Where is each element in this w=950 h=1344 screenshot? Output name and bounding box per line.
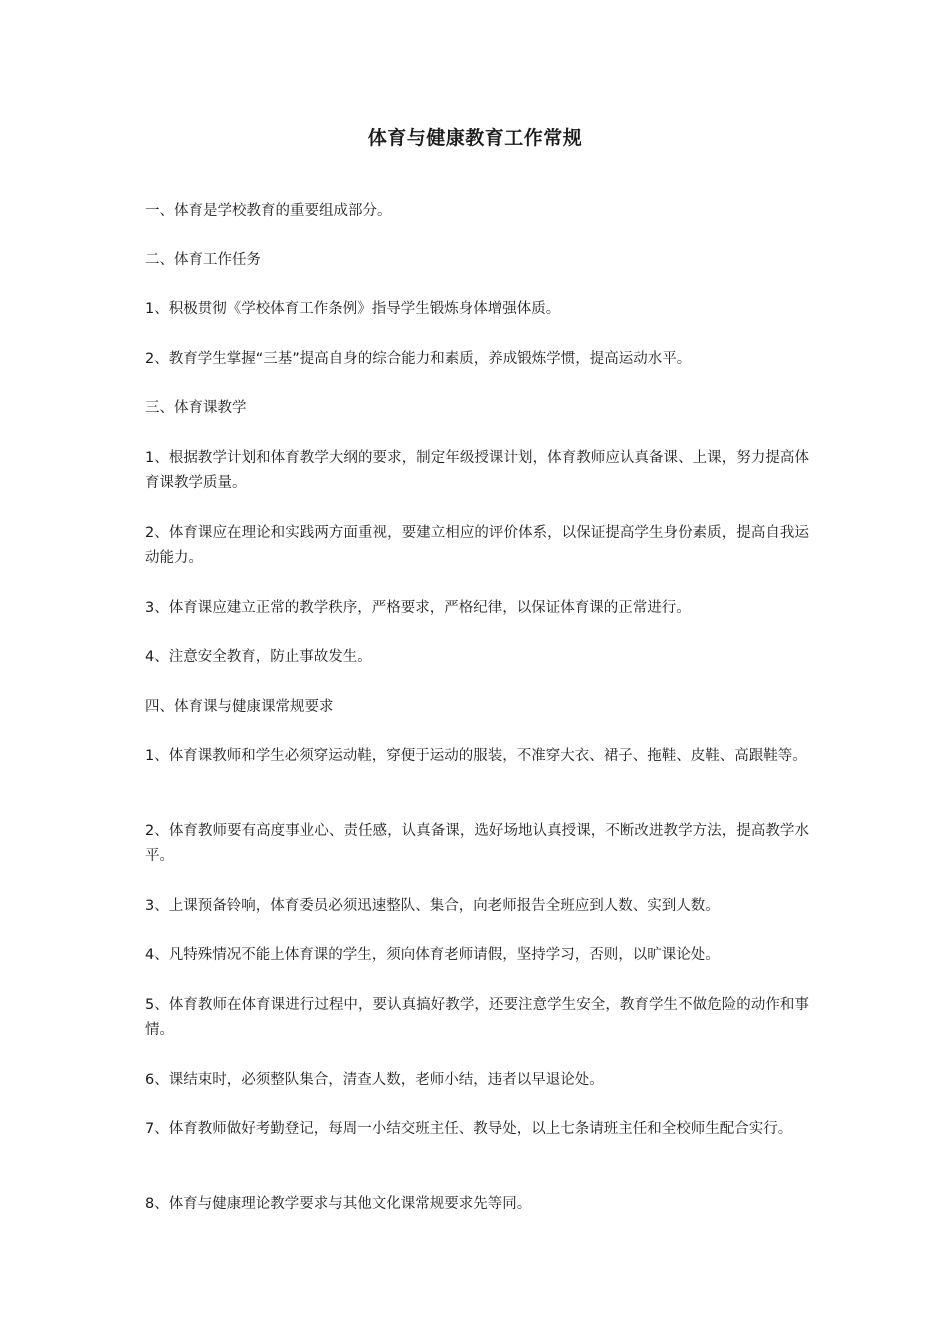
paragraph: 1、积极贯彻《学校体育工作条例》指导学生锻炼身体增强体质。: [145, 301, 561, 317]
paragraph: 7、体育教师做好考勤登记，每周一小结交班主任、教导处，以上七条请班主任和全校师生配合实行。: [145, 1121, 793, 1137]
paragraph: 6、课结束时，必须整队集合，清查人数，老师小结，违者以早退论处。: [145, 1072, 604, 1088]
paragraph: 3、上课预备铃响，体育委员必须迅速整队、集合，向老师报告全班应到人数、实到人数。: [145, 898, 720, 914]
paragraph: 4、注意安全教育，防止事故发生。: [145, 649, 372, 665]
paragraph: 2、体育课应在理论和实践两方面重视，要建立相应的评价体系，以保证提高学生身份素质，提高自我运动能力。: [145, 525, 809, 566]
paragraph: 8、体育与健康理论教学要求与其他文化课常规要求先等同。: [145, 1196, 532, 1212]
paragraph: 1、根据教学计划和体育教学大纲的要求，制定年级授课计划，体育教师应认真备课、上课，努力提高体育课教学质量。: [145, 450, 809, 491]
paragraph: 1、体育课教师和学生必须穿运动鞋，穿便于运动的服装，不准穿大衣、裙子、拖鞋、皮鞋、高跟鞋等。: [145, 748, 807, 764]
paragraph: 4、凡特殊情况不能上体育课的学生，须向体育老师请假，坚持学习，否则，以旷课论处。: [145, 947, 720, 963]
section-heading: 四、体育课与健康课常规要求: [145, 699, 334, 715]
section-heading: 三、体育课教学: [145, 400, 247, 416]
paragraph: 3、体育课应建立正常的教学秩序，严格要求，严格纪律，以保证体育课的正常进行。: [145, 600, 691, 616]
paragraph: 2、教育学生掌握“三基”提高自身的综合能力和素质，养成锻炼学惯，提高运动水平。: [145, 351, 692, 367]
paragraph: 2、体育教师要有高度事业心、责任感，认真备课，选好场地认真授课，不断改进教学方法，提高教学水平。: [145, 823, 809, 864]
paragraph: 一、体育是学校教育的重要组成部分。: [145, 203, 392, 219]
paragraph: 5、体育教师在体育课进行过程中，要认真搞好教学，还要注意学生安全，教育学生不做危险的动作和事情。: [145, 997, 809, 1038]
section-heading: 二、体育工作任务: [145, 252, 261, 268]
page-title: 体育与健康教育工作常规: [367, 127, 583, 149]
